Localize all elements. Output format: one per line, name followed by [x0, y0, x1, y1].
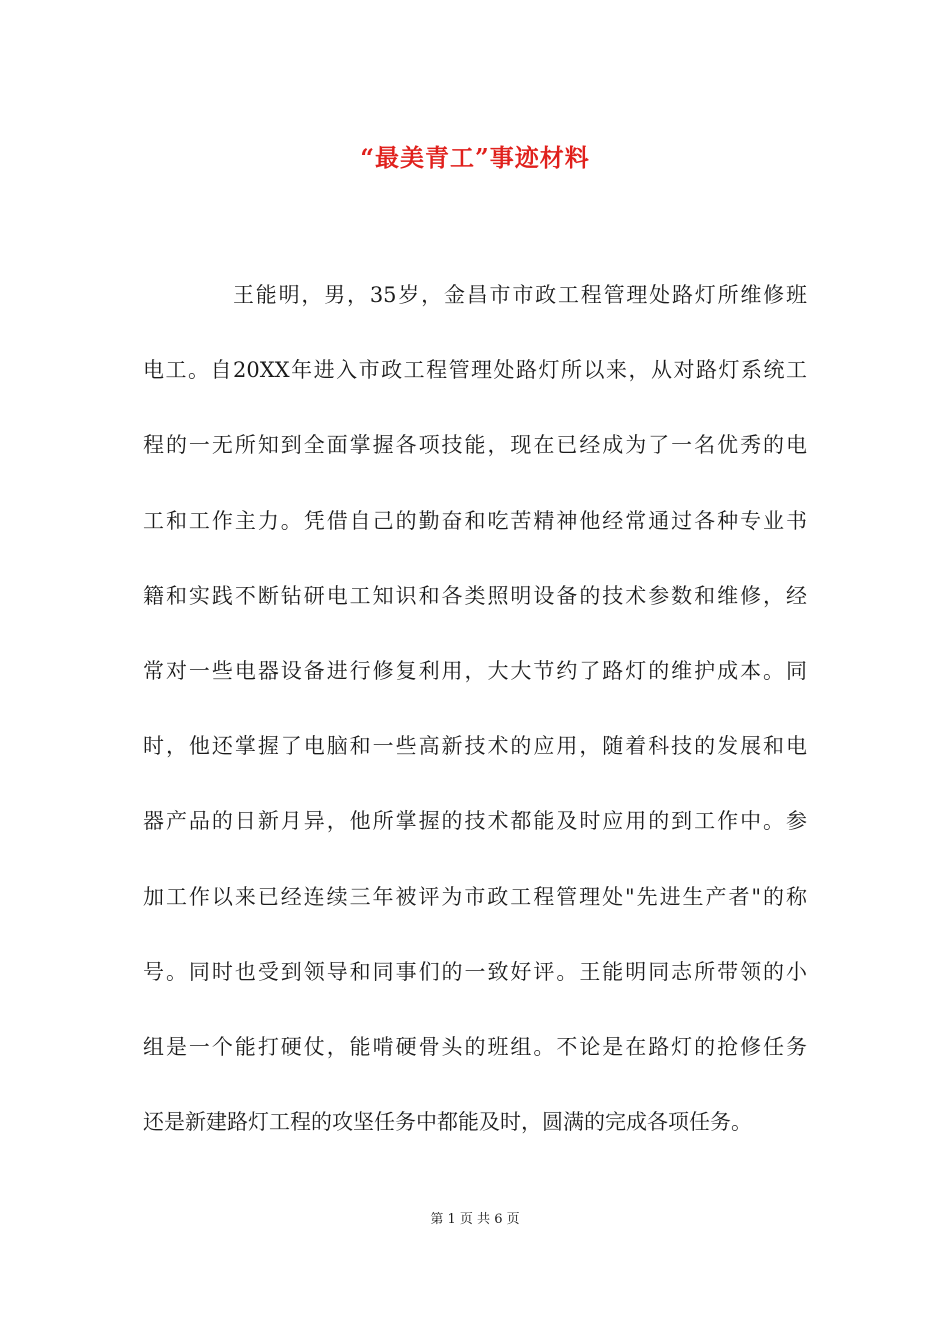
paragraph-line: 王能明，男，35岁，金昌市市政工程管理处路灯所维修班	[233, 283, 807, 307]
paragraph-line: 籍和实践不断钻研电工知识和各类照明设备的技术参数和维修，经	[143, 583, 807, 608]
paragraph-line: 工和工作主力。凭借自己的勤奋和吃苦精神他经常通过各种专业书	[143, 508, 807, 533]
paragraph-line: 还是新建路灯工程的攻坚任务中都能及时，圆满的完成各项任务。	[143, 1110, 752, 1135]
paragraph-line: 程的一无所知到全面掌握各项技能，现在已经成为了一名优秀的电	[143, 433, 807, 458]
paragraph-line: 常对一些电器设备进行修复利用，大大节约了路灯的维护成本。同	[143, 658, 807, 683]
document-title: “最美青工”事迹材料	[360, 143, 590, 172]
paragraph-line: 号。同时也受到领导和同事们的一致好评。王能明同志所带领的小	[143, 959, 807, 984]
paragraph-line: 电工。自20XX年进入市政工程管理处路灯所以来，从对路灯系统工	[143, 358, 807, 383]
paragraph-line: 组是一个能打硬仗，能啃硬骨头的班组。不论是在路灯的抢修任务	[143, 1034, 807, 1059]
page-footer: 第 1 页 共 6 页	[430, 1212, 520, 1227]
paragraph-line: 时，他还掌握了电脑和一些高新技术的应用，随着科技的发展和电	[143, 734, 807, 759]
paragraph-line: 加工作以来已经连续三年被评为市政工程管理处"先进生产者"的称	[143, 884, 807, 909]
paragraph-line: 器产品的日新月异，他所掌握的技术都能及时应用的到工作中。参	[143, 809, 807, 834]
document-body	[143, 276, 807, 1178]
